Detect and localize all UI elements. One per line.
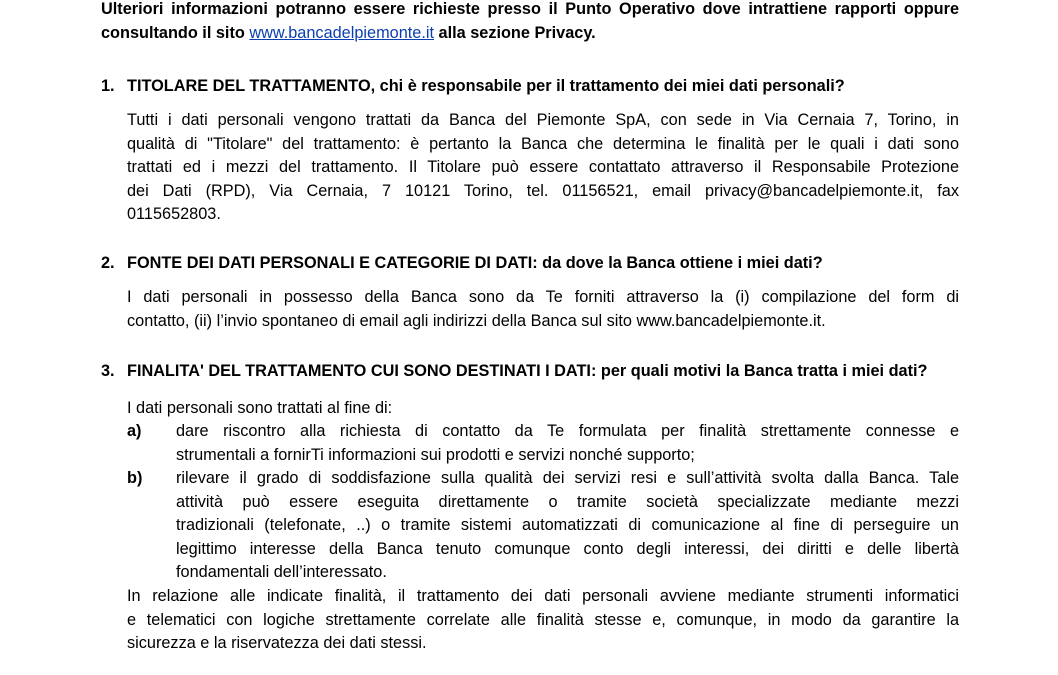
list-item-b-line: legittimo interesse della Banca tenuto comunque conto degli interessi, dei diritti e delle libertà: [176, 539, 959, 558]
section-1-line: dei Dati (RPD), Via Cernaia, 7 10121 Torino, tel. 01156521, email privacy@bancadelpiemonte.it, fax: [127, 181, 959, 200]
section-3-closing: [127, 585, 959, 656]
list-item-b-body: [176, 467, 959, 585]
section-2-line: I dati personali in possesso della Banca sono da Te forniti attraverso la (i) compilazione del form di: [127, 288, 959, 306]
section-1-line: Tutti i dati personali vengono trattati da Banca del Piemonte SpA, con sede in Via Cernaia 7, Torino, in: [127, 111, 959, 129]
list-marker-a: a): [127, 422, 142, 440]
section-2-paragraph: [127, 286, 959, 333]
section-3-intro-line: I dati personali sono trattati al fine di:: [127, 399, 393, 417]
section-1-heading: [101, 75, 971, 99]
section-1-line: qualità di "Titolare" del trattamento: è pertanto la Banca che determina le finalità per le quali i dati sono: [127, 134, 959, 153]
section-3-heading: [101, 360, 971, 384]
section-2-number: 2.: [101, 254, 115, 272]
section-1-number: 1.: [101, 77, 115, 95]
section-3-intro: [127, 397, 959, 421]
section-1-line: 0115652803.: [127, 205, 221, 224]
section-2-heading: [101, 252, 971, 276]
section-3-title: FINALITA' DEL TRATTAMENTO CUI SONO DESTINATI I DATI: per quali motivi la Banca tratta i miei dati?: [127, 362, 928, 380]
intro-line-1: Ulteriori informazioni potranno essere richieste presso il Punto Operativo dove intrattiene rapporti oppure: [101, 0, 959, 18]
list-item-b-line: fondamentali dell’interessato.: [176, 563, 387, 582]
intro-line-2-suffix: alla sezione Privacy.: [434, 23, 596, 42]
section-3-number: 3.: [101, 362, 115, 380]
list-item-a-line: dare riscontro alla richiesta di contatto da Te formulata per finalità strettamente connesse e: [176, 422, 959, 440]
section-2-title: FONTE DEI DATI PERSONALI E CATEGORIE DI DATI: da dove la Banca ottiene i miei dati?: [127, 254, 823, 272]
section-3-closing-line: e telematici con logiche strettamente correlate alle finalità stesse e, comunque, in modo da garantire la: [127, 610, 959, 629]
list-item-b-line: rilevare il grado di soddisfazione sulla qualità dei servizi resi e sull’attività svolta dalla Banca. Tale: [176, 469, 959, 487]
section-1-paragraph: [127, 109, 959, 227]
section-3-closing-line: In relazione alle indicate finalità, il trattamento dei dati personali avviene mediante strumenti informatici: [127, 587, 959, 605]
section-2-line: contatto, (ii) l’invio spontaneo di email agli indirizzi della Banca sul sito www.bancadelpiemonte.it.: [127, 311, 826, 330]
list-item-a-line: strumentali a fornirTi informazioni sui prodotti e servizi nonché supporto;: [176, 445, 695, 464]
privacy-site-link[interactable]: www.bancadelpiemonte.it: [249, 23, 434, 42]
intro-line-2-prefix: consultando il sito: [101, 23, 250, 42]
section-3-closing-line: sicurezza e la riservatezza dei dati stessi.: [127, 634, 427, 653]
list-item-b-line: tradizionali (telefonate, ..) o tramite sistemi automatizzati di comunicazione al fine di perseguire un: [176, 516, 959, 535]
section-1-line: trattati ed i mezzi del trattamento. Il Titolare può essere contattato attraverso il Responsabile Protezione: [127, 158, 959, 177]
list-item-b-line: attività può essere eseguita direttamente o tramite società specializzate mediante mezzi: [176, 492, 959, 511]
section-1-title: TITOLARE DEL TRATTAMENTO, chi è responsabile per il trattamento dei miei dati personali?: [127, 77, 845, 95]
list-marker-b: b): [127, 469, 143, 487]
intro-paragraph: [101, 0, 959, 45]
list-item-a-body: [176, 420, 959, 467]
